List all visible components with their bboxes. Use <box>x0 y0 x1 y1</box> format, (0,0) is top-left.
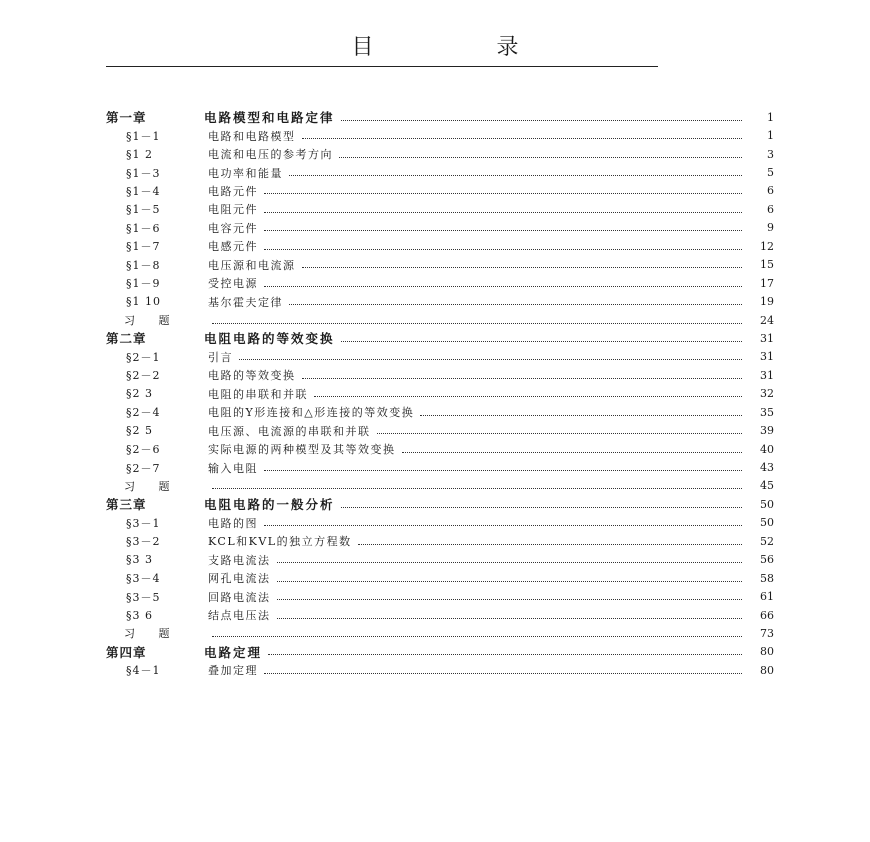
dot-leader <box>212 636 742 637</box>
dot-leader <box>314 396 742 397</box>
page-number: 6 <box>767 184 774 198</box>
page-number: 12 <box>760 239 774 253</box>
toc-entry-section[interactable] <box>106 200 774 218</box>
section-title: 电功率和能量 <box>208 166 283 180</box>
dot-leader <box>402 452 743 453</box>
page-number: 15 <box>760 258 774 272</box>
section-number: §3 3 <box>126 553 153 567</box>
toc-entry-section[interactable] <box>106 366 774 384</box>
section-title: 电阻元件 <box>208 203 258 217</box>
toc-entry-section[interactable] <box>106 163 774 181</box>
dot-leader <box>264 470 742 471</box>
section-title: 结点电压法 <box>208 609 271 623</box>
section-number: §2－1 <box>126 350 161 364</box>
section-number: §1－8 <box>126 258 161 272</box>
section-title: 电流和电压的参考方向 <box>208 148 333 162</box>
page-number: 43 <box>760 461 774 475</box>
section-number: §4－1 <box>126 664 161 678</box>
section-title: 引言 <box>208 350 233 364</box>
toc-entry-chapter[interactable] <box>106 643 774 661</box>
section-number: §3－4 <box>126 572 161 586</box>
title-divider <box>106 66 658 67</box>
dot-leader <box>289 175 742 176</box>
chapter-number: 第一章 <box>106 110 147 126</box>
page-number: 80 <box>760 663 774 677</box>
toc-entry-section[interactable] <box>106 219 774 237</box>
page-number: 61 <box>760 590 774 604</box>
page-number: 1 <box>767 110 774 124</box>
page-number: 31 <box>760 368 774 382</box>
section-title: 输入电阻 <box>208 461 258 475</box>
table-of-contents <box>106 108 774 680</box>
exercise-label: 习 题 <box>124 627 180 641</box>
dot-leader <box>264 286 742 287</box>
page-number: 80 <box>760 645 774 659</box>
toc-entry-chapter[interactable] <box>106 108 774 126</box>
page-number: 31 <box>760 331 774 345</box>
page-number: 66 <box>760 608 774 622</box>
section-title: 支路电流法 <box>208 553 271 567</box>
chapter-title: 电阻电路的等效变换 <box>204 331 335 347</box>
section-number: §1－9 <box>126 277 161 291</box>
section-title: 基尔霍夫定律 <box>208 295 283 309</box>
toc-entry-section[interactable] <box>106 403 774 421</box>
section-number: §1－6 <box>126 221 161 235</box>
page-number: 56 <box>760 553 774 567</box>
toc-entry-chapter[interactable] <box>106 329 774 347</box>
section-title: 电路的图 <box>208 516 258 530</box>
toc-entry-section[interactable] <box>106 587 774 605</box>
toc-entry-section[interactable] <box>106 532 774 550</box>
section-number: §3－1 <box>126 516 161 530</box>
dot-leader <box>289 304 742 305</box>
section-number: §2 3 <box>126 387 153 401</box>
toc-entry-section[interactable] <box>106 348 774 366</box>
chapter-number: 第三章 <box>106 497 147 513</box>
toc-entry-section[interactable] <box>106 606 774 624</box>
page-number: 45 <box>760 479 774 493</box>
toc-entry-section[interactable] <box>106 182 774 200</box>
page-number: 19 <box>760 295 774 309</box>
dot-leader <box>358 544 742 545</box>
section-title: 受控电源 <box>208 277 258 291</box>
dot-leader <box>341 341 742 342</box>
dot-leader <box>264 230 742 231</box>
page-number: 9 <box>767 221 774 235</box>
section-number: §1－3 <box>126 166 161 180</box>
section-number: §3－5 <box>126 590 161 604</box>
toc-entry-section[interactable] <box>106 421 774 439</box>
section-number: §1－5 <box>126 203 161 217</box>
page-number: 17 <box>760 276 774 290</box>
toc-entry-section[interactable] <box>106 514 774 532</box>
toc-entry-section[interactable] <box>106 292 774 310</box>
page-number: 1 <box>767 129 774 143</box>
toc-entry-exercise[interactable] <box>106 477 774 495</box>
section-number: §2－4 <box>126 406 161 420</box>
page-number: 32 <box>760 387 774 401</box>
page-title: 目 录 <box>351 35 577 60</box>
toc-entry-section[interactable] <box>106 274 774 292</box>
dot-leader <box>277 599 743 600</box>
toc-entry-section[interactable] <box>106 440 774 458</box>
dot-leader <box>341 507 742 508</box>
toc-entry-section[interactable] <box>106 458 774 476</box>
dot-leader <box>302 138 743 139</box>
section-title: 叠加定理 <box>208 664 258 678</box>
dot-leader <box>264 673 742 674</box>
section-title: 电压源和电流源 <box>208 258 296 272</box>
section-number: §1－7 <box>126 240 161 254</box>
toc-entry-section[interactable] <box>106 385 774 403</box>
section-title: 电路的等效变换 <box>208 369 296 383</box>
chapter-title: 电路模型和电路定律 <box>204 110 335 126</box>
dot-leader <box>377 433 743 434</box>
section-number: §1－1 <box>126 129 161 143</box>
section-number: §1－4 <box>126 184 161 198</box>
page-number: 52 <box>760 534 774 548</box>
page-number: 40 <box>760 442 774 456</box>
exercise-label: 习 题 <box>124 479 180 493</box>
dot-leader <box>277 581 743 582</box>
toc-entry-section[interactable] <box>106 237 774 255</box>
page-number: 73 <box>760 626 774 640</box>
page-number: 24 <box>760 313 774 327</box>
section-title: 电容元件 <box>208 221 258 235</box>
section-title: 电感元件 <box>208 240 258 254</box>
page-number: 50 <box>760 497 774 511</box>
dot-leader <box>420 415 742 416</box>
section-number: §3 6 <box>126 608 153 622</box>
chapter-title: 电路定理 <box>204 644 263 660</box>
chapter-number: 第四章 <box>106 644 147 660</box>
dot-leader <box>264 212 742 213</box>
section-number: §2－7 <box>126 461 161 475</box>
section-title: KCL和KVL的独立方程数 <box>208 535 352 549</box>
section-number: §3－2 <box>126 535 161 549</box>
section-title: 电路和电路模型 <box>208 129 296 143</box>
toc-entry-section[interactable] <box>106 145 774 163</box>
page-number: 5 <box>767 166 774 180</box>
toc-entry-section[interactable] <box>106 256 774 274</box>
section-title: 电压源、电流源的串联和并联 <box>208 424 371 438</box>
toc-entry-section[interactable] <box>106 551 774 569</box>
toc-entry-chapter[interactable] <box>106 495 774 513</box>
exercise-label: 习 题 <box>124 314 180 328</box>
section-number: §2－2 <box>126 369 161 383</box>
section-title: 实际电源的两种模型及其等效变换 <box>208 443 396 457</box>
toc-entry-exercise[interactable] <box>106 624 774 642</box>
dot-leader <box>212 323 742 324</box>
section-title: 回路电流法 <box>208 590 271 604</box>
dot-leader <box>264 525 742 526</box>
dot-leader <box>264 249 742 250</box>
section-title: 电阻的串联和并联 <box>208 387 308 401</box>
toc-entry-exercise[interactable] <box>106 311 774 329</box>
chapter-number: 第二章 <box>106 331 147 347</box>
dot-leader <box>264 193 742 194</box>
section-number: §2－6 <box>126 443 161 457</box>
page-number: 58 <box>760 571 774 585</box>
section-number: §1 10 <box>126 295 161 309</box>
toc-entry-section[interactable] <box>106 126 774 144</box>
chapter-title: 电阻电路的一般分析 <box>204 497 335 513</box>
page-number: 31 <box>760 350 774 364</box>
section-title: 电阻的Y形连接和△形连接的等效变换 <box>208 406 415 420</box>
page-number: 3 <box>767 147 774 161</box>
page-number: 39 <box>760 424 774 438</box>
dot-leader <box>302 267 743 268</box>
page-number: 50 <box>760 516 774 530</box>
dot-leader <box>239 359 742 360</box>
toc-entry-section[interactable] <box>106 569 774 587</box>
page-number: 35 <box>760 405 774 419</box>
dot-leader <box>341 120 742 121</box>
section-title: 网孔电流法 <box>208 572 271 586</box>
section-number: §1 2 <box>126 147 153 161</box>
page-number: 6 <box>767 202 774 216</box>
toc-entry-section[interactable] <box>106 661 774 679</box>
section-number: §2 5 <box>126 424 153 438</box>
dot-leader <box>302 378 743 379</box>
section-title: 电路元件 <box>208 184 258 198</box>
dot-leader <box>212 488 742 489</box>
dot-leader <box>268 654 742 655</box>
dot-leader <box>339 157 742 158</box>
dot-leader <box>277 618 743 619</box>
dot-leader <box>277 562 743 563</box>
